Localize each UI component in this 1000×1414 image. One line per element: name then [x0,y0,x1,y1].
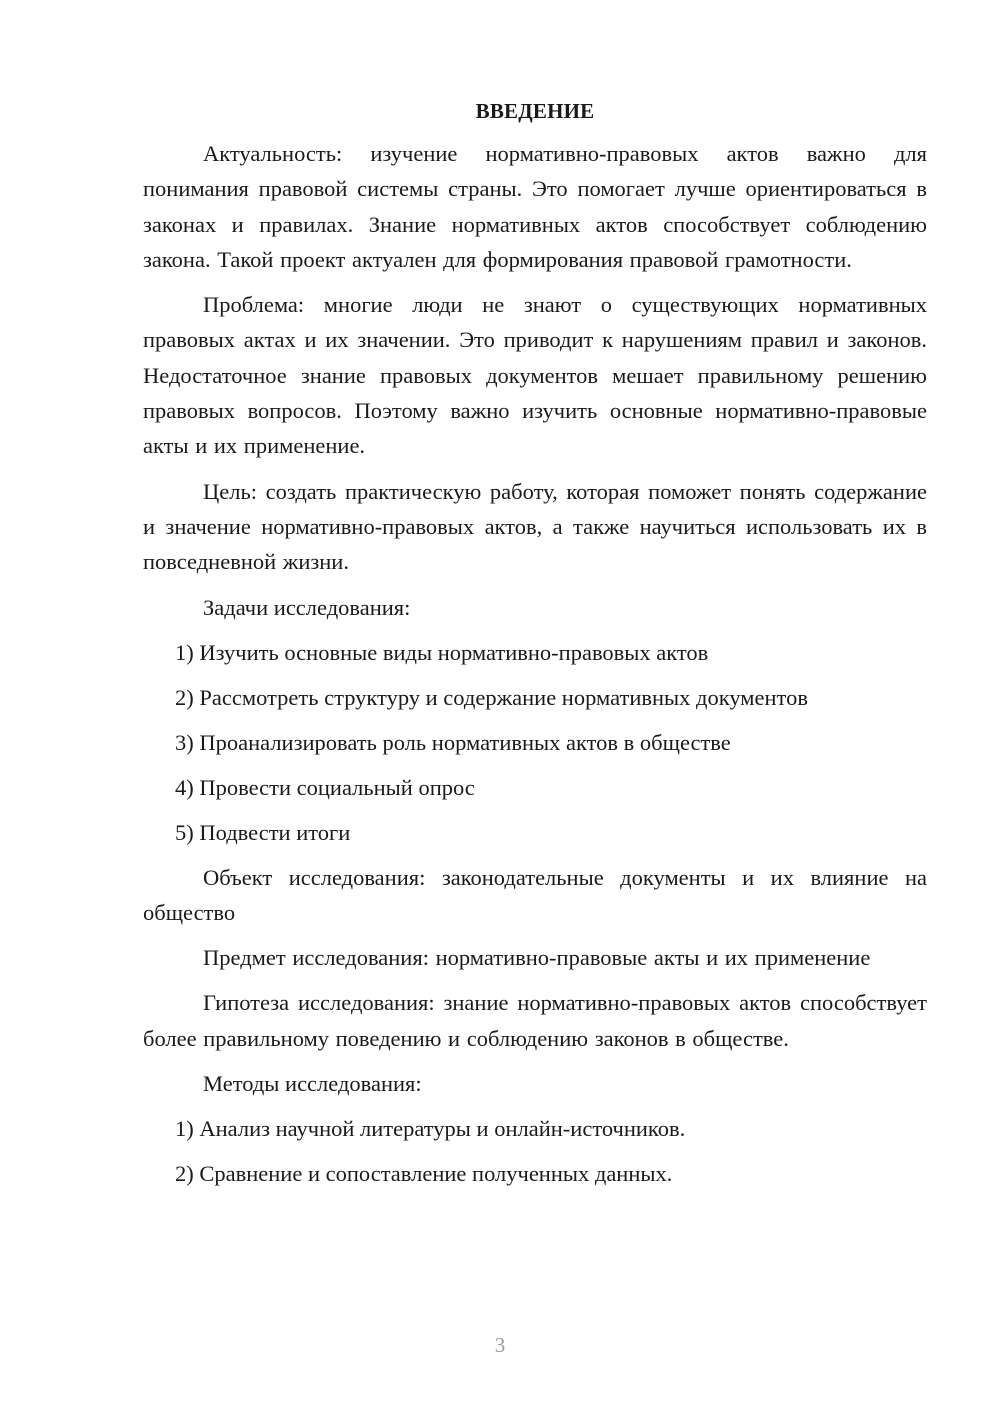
task-item: 1) Изучить основные виды нормативно-правовых актов [175,639,709,665]
hypothesis-paragraph: Гипотеза исследования: знание нормативно-правовых актов способствует более правильному поведению и соблюдению законов в обществе. [143,990,927,1051]
task-item: 2) Рассмотреть структуру и содержание нормативных документов [175,684,808,710]
goal-paragraph: Цель: создать практическую работу, которая поможет понять содержание и значение нормативно-правовых актов, а также научиться использовать их в повседневной жизни. [143,478,927,575]
object-paragraph: Объект исследования: законодательные документы и их влияние на общество [143,864,927,925]
document-page [143,94,927,1191]
task-item: 5) Подвести итоги [175,819,351,845]
relevance-paragraph: Актуальность: изучение нормативно-правовых актов важно для понимания правовой системы страны. Это помогает лучше ориентироваться в законах и правилах. Знание нормативных актов способствует соблюдению закона. Такой проект актуален для формирования правовой грамотности. [143,141,927,272]
subject-paragraph: Предмет исследования: нормативно-правовые акты и их применение [203,945,871,971]
task-item: 4) Провести социальный опрос [175,774,475,800]
tasks-heading: Задачи исследования: [203,594,411,620]
page-number: 3 [494,1333,506,1357]
problem-paragraph: Проблема: многие люди не знают о существующих нормативных правовых актах и их значении. Это приводит к нарушениям правил и законов. Недостаточное знание правовых документов мешает правильному решению правовых вопросов. Поэтому важно изучить основные нормативно-правовые акты и их применение. [143,292,927,459]
section-title: ВВЕДЕНИЕ [475,99,595,123]
task-item: 3) Проанализировать роль нормативных актов в обществе [175,729,731,755]
methods-heading: Методы исследования: [203,1071,422,1097]
method-item: 2) Сравнение и сопоставление полученных данных. [175,1161,673,1187]
method-item: 1) Анализ научной литературы и онлайн-источников. [175,1116,686,1142]
